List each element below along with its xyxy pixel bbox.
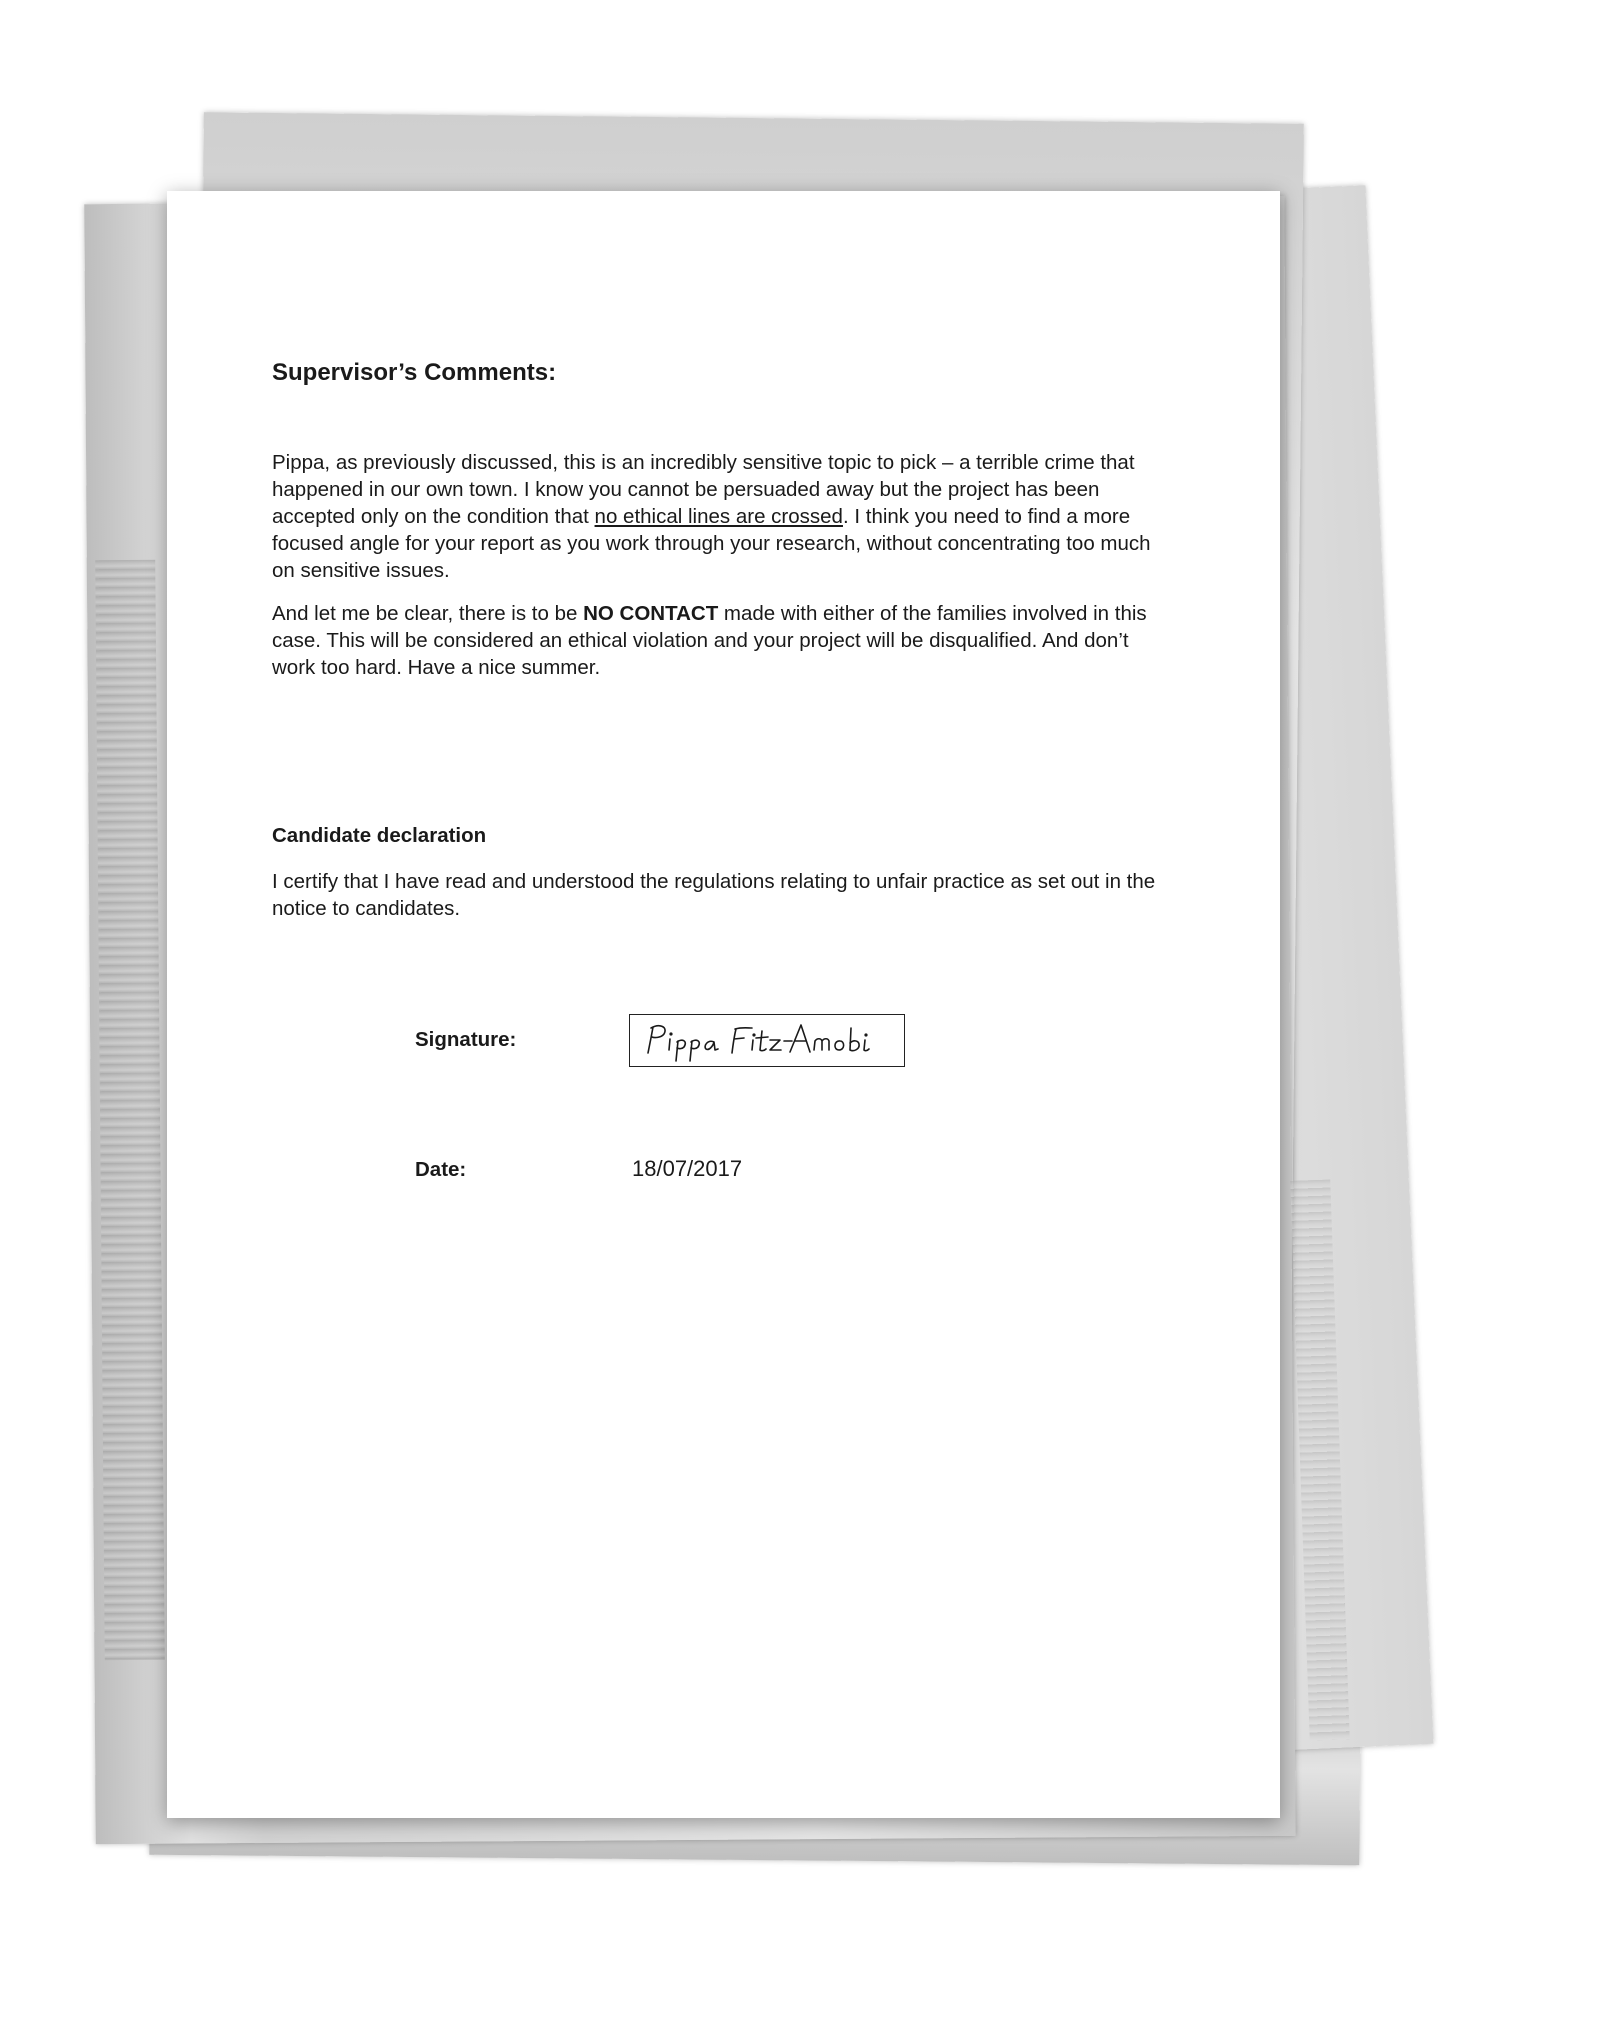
signature-label: Signature: [415, 1028, 517, 1051]
comment-paragraph-2-end: made with either of the families involved in this case. This will be considered an ethical violation and your project will be disqualified. And don’t work too hard. Have a nice summer. [272, 602, 1147, 679]
handwritten-signature [638, 1019, 898, 1063]
date-label: Date: [415, 1158, 467, 1181]
comment-paragraph-1-end: . I think you need to find a more focused angle for your report as you work through your research, without concentrating too much on sensitive issues. [272, 505, 1151, 582]
declaration-text: I certify that I have read and understood the regulations relating to unfair practice as set out in the notice to candidates. [272, 870, 1156, 920]
ethical-lines-underlined: no ethical lines are crossed [594, 505, 843, 528]
comment-paragraph-1-start: Pippa, as previously discussed, this is an incredibly sensitive topic to pick – a terrible crime that happened in our own town. I know you cannot be persuaded away but the project has been accepted only on the condition that [272, 451, 1135, 528]
comment-paragraph-1 [272, 449, 1172, 584]
supervisor-comments-heading: Supervisor’s Comments: [272, 359, 557, 386]
date-value: 18/07/2017 [632, 1156, 743, 1181]
candidate-declaration-heading: Candidate declaration [272, 824, 487, 847]
comment-paragraph-2-start: And let me be clear, there is to be [272, 602, 584, 625]
newsprint-edge-left [95, 560, 165, 1660]
comment-paragraph-2 [272, 600, 1172, 681]
document-page [167, 191, 1280, 1818]
no-contact-emphasis: NO CONTACT [583, 602, 719, 625]
signature-box [629, 1014, 905, 1067]
